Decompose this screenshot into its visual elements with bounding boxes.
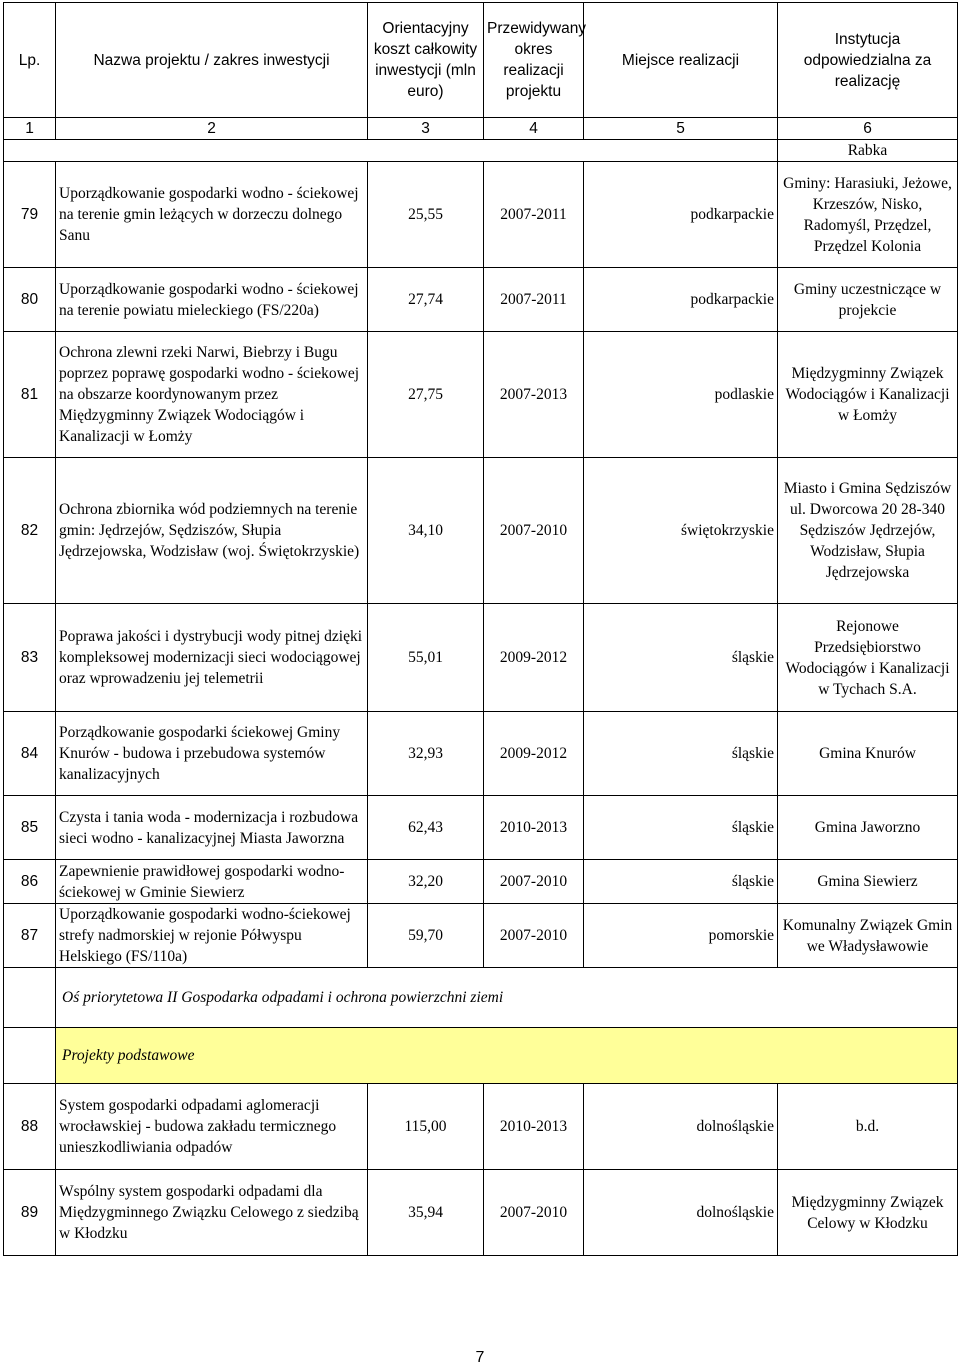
table-row: [4, 162, 958, 268]
projects-table: [3, 2, 958, 1256]
rabka-row: [4, 140, 958, 162]
row-cost: 115,00: [368, 1084, 484, 1170]
row-period: 2010-2013: [484, 1084, 584, 1170]
row-period: 2010-2013: [484, 796, 584, 860]
row-institution: Miasto i Gmina Sędziszów ul. Dworcowa 20 28-340 Sędziszów Jędrzejów, Wodzisław, Słupia Jędrzejowska: [778, 458, 958, 604]
row-period: 2009-2012: [484, 712, 584, 796]
row-place: pomorskie: [584, 904, 778, 968]
column-number: 1: [4, 118, 56, 140]
row-place: śląskie: [584, 712, 778, 796]
row-name: Uporządkowanie gospodarki wodno - ściekowej na terenie powiatu mieleckiego (FS/220a): [56, 268, 368, 332]
row-place: dolnośląskie: [584, 1170, 778, 1256]
row-name: Czysta i tania woda - modernizacja i rozbudowa sieci wodno - kanalizacyjnej Miasta Jaworzna: [56, 796, 368, 860]
projects-label: Projekty podstawowe: [56, 1028, 958, 1084]
header-institution: Instytucja odpowiedzialna za realizację: [778, 3, 958, 118]
row-period: 2009-2012: [484, 604, 584, 712]
row-period: 2007-2011: [484, 268, 584, 332]
row-name: Uporządkowanie gospodarki wodno - ściekowej na terenie gmin leżących w dorzeczu dolnego Sanu: [56, 162, 368, 268]
row-lp: 79: [4, 162, 56, 268]
row-name: System gospodarki odpadami aglomeracji wrocławskiej - budowa zakładu termicznego unieszkodliwiania odpadów: [56, 1084, 368, 1170]
row-institution: b.d.: [778, 1084, 958, 1170]
row-period: 2007-2013: [484, 332, 584, 458]
row-institution: Gmina Siewierz: [778, 860, 958, 904]
row-name: Ochrona zlewni rzeki Narwi, Biebrzy i Bugu poprzez poprawę gospodarki wodno - ściekowej na obszarze koordynowanym przez Międzygminny Związek Wodociągów i Kanalizacji w Łomży: [56, 332, 368, 458]
row-lp: 89: [4, 1170, 56, 1256]
row-period: 2007-2010: [484, 904, 584, 968]
table-row: [4, 1170, 958, 1256]
column-numbers-row: [4, 118, 958, 140]
column-number: 6: [778, 118, 958, 140]
row-institution: Komunalny Związek Gmin we Władysławowie: [778, 904, 958, 968]
row-lp: 86: [4, 860, 56, 904]
column-number: 4: [484, 118, 584, 140]
table-row: [4, 1084, 958, 1170]
row-name: Poprawa jakości i dystrybucji wody pitnej dzięki kompleksowej modernizacji sieci wodociągowej oraz wprowadzeniu jej telemetrii: [56, 604, 368, 712]
table-row: [4, 604, 958, 712]
row-name: Zapewnienie prawidłowej gospodarki wodno-ściekowej w Gminie Siewierz: [56, 860, 368, 904]
table-row: [4, 712, 958, 796]
row-lp: 85: [4, 796, 56, 860]
row-name: Ochrona zbiornika wód podziemnych na terenie gmin: Jędrzejów, Sędziszów, Słupia Jędrzejowska, Wodzisław (woj. Świętokrzyskie): [56, 458, 368, 604]
row-institution: Gmina Jaworzno: [778, 796, 958, 860]
row-name: Porządkowanie gospodarki ściekowej Gminy Knurów - budowa i przebudowa systemów kanalizacyjnych: [56, 712, 368, 796]
row-institution: Gminy: Harasiuki, Jeżowe, Krzeszów, Nisko, Radomyśl, Przędzel, Przędzel Kolonia: [778, 162, 958, 268]
row-place: podlaskie: [584, 332, 778, 458]
header-period: Przewidywany okres realizacji projektu: [484, 3, 584, 118]
row-period: 2007-2010: [484, 1170, 584, 1256]
axis-title: Oś priorytetowa II Gospodarka odpadami i ochrona powierzchni ziemi: [56, 968, 958, 1028]
row-institution: Gminy uczestniczące w projekcie: [778, 268, 958, 332]
column-number: 3: [368, 118, 484, 140]
row-cost: 62,43: [368, 796, 484, 860]
row-institution: Międzygminny Związek Wodociągów i Kanalizacji w Łomży: [778, 332, 958, 458]
row-cost: 34,10: [368, 458, 484, 604]
row-place: podkarpackie: [584, 268, 778, 332]
table-row: [4, 860, 958, 904]
row-name: Uporządkowanie gospodarki wodno-ściekowej strefy nadmorskiej w rejonie Półwyspu Helskiego (FS/110a): [56, 904, 368, 968]
row-cost: 35,94: [368, 1170, 484, 1256]
row-period: 2007-2011: [484, 162, 584, 268]
row-cost: 27,75: [368, 332, 484, 458]
page-number: 7: [475, 1349, 485, 1366]
row-lp: 87: [4, 904, 56, 968]
column-number: 5: [584, 118, 778, 140]
axis-row: [4, 968, 958, 1028]
row-institution: Międzygminny Związek Celowy w Kłodzku: [778, 1170, 958, 1256]
row-place: podkarpackie: [584, 162, 778, 268]
row-place: śląskie: [584, 796, 778, 860]
row-cost: 59,70: [368, 904, 484, 968]
header-name: Nazwa projektu / zakres inwestycji: [56, 3, 368, 118]
row-institution: Rejonowe Przedsiębiorstwo Wodociągów i Kanalizacji w Tychach S.A.: [778, 604, 958, 712]
row-institution: Gmina Knurów: [778, 712, 958, 796]
row-cost: 27,74: [368, 268, 484, 332]
table-row: [4, 332, 958, 458]
row-lp: 82: [4, 458, 56, 604]
projects-label-row: [4, 1028, 958, 1084]
header-lp: Lp.: [4, 3, 56, 118]
row-lp: 80: [4, 268, 56, 332]
row-lp: 81: [4, 332, 56, 458]
row-cost: 32,93: [368, 712, 484, 796]
table-row: [4, 904, 958, 968]
row-place: świętokrzyskie: [584, 458, 778, 604]
rabka-cell: Rabka: [778, 140, 958, 162]
table-row: [4, 268, 958, 332]
column-number: 2: [56, 118, 368, 140]
table-row: [4, 458, 958, 604]
row-name: Wspólny system gospodarki odpadami dla Międzygminnego Związku Celowego z siedzibą w Kłodzku: [56, 1170, 368, 1256]
header-row: [4, 3, 958, 118]
row-cost: 32,20: [368, 860, 484, 904]
row-cost: 55,01: [368, 604, 484, 712]
table-row: [4, 796, 958, 860]
row-place: śląskie: [584, 604, 778, 712]
row-period: 2007-2010: [484, 860, 584, 904]
header-cost: Orientacyjny koszt całkowity inwestycji (mln euro): [368, 3, 484, 118]
row-cost: 25,55: [368, 162, 484, 268]
row-lp: 83: [4, 604, 56, 712]
header-place: Miejsce realizacji: [584, 3, 778, 118]
row-place: dolnośląskie: [584, 1084, 778, 1170]
row-period: 2007-2010: [484, 458, 584, 604]
row-lp: 88: [4, 1084, 56, 1170]
row-place: śląskie: [584, 860, 778, 904]
row-lp: 84: [4, 712, 56, 796]
